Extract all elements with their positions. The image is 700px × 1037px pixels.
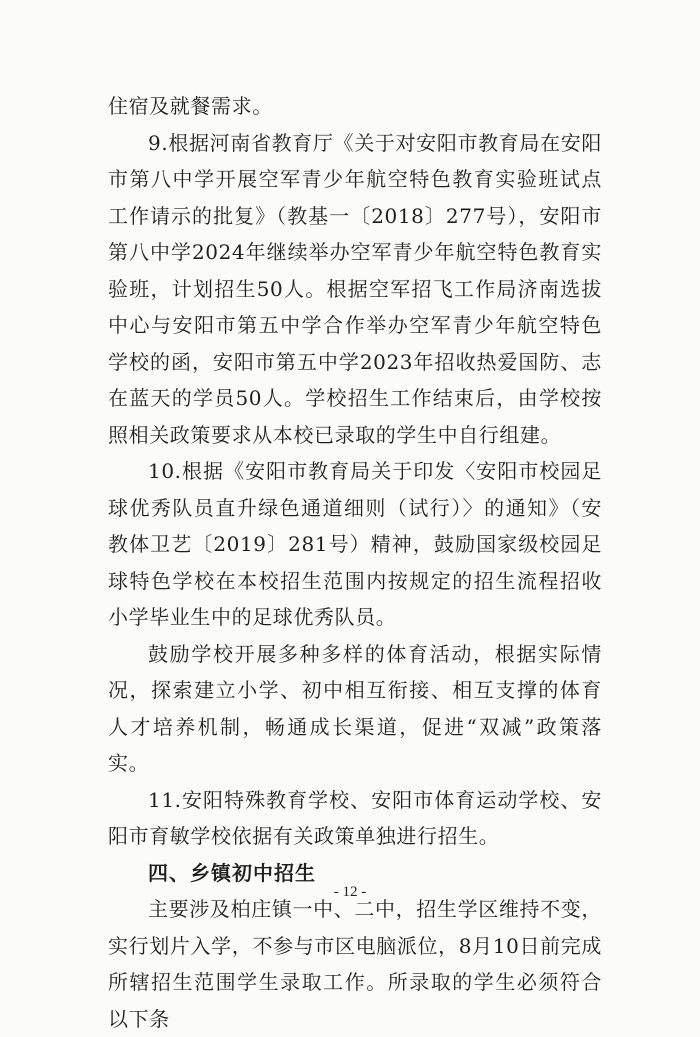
page-number: - 12 - <box>333 884 367 900</box>
paragraph-sports-encouragement: 鼓励学校开展多种多样的体育活动，根据实际情况，探索建立小学、初中相互衔接、相互支撑的体育人才培养机制，畅通成长渠道，促进“双减”政策落实。 <box>108 641 602 775</box>
paragraph-continuation: 住宿及就餐需求。 <box>108 94 273 118</box>
paragraph-item-9: 9.根据河南省教育厅《关于对安阳市教育局在安阳市第八中学开展空军青少年航空特色教育实验班试点工作请示的批复》（教基一〔2018〕277号），安阳市第八中学2024年继续举办空军青少年航空特色教育实验班，计划招生50人。根据空军招飞工作局济南选拔中心与安阳市第五中学合作举办空军青少年航空特色学校的函，安阳市第五中学2023年招收热爱国防、志在蓝天的学员50人。学校招生工作结束后，由学校按照相关政策要求从本校已录取的学生中自行组建。 <box>108 130 602 447</box>
paragraph-township-admission: 主要涉及柏庄镇一中、二中，招生学区维持不变，实行划片入学，不参与市区电脑派位，8月10日前完成所辖招生范围学生录取工作。所录取的学生必须符合以下条 <box>108 897 602 1031</box>
section-heading: 四、乡镇初中招生 <box>148 860 316 885</box>
paragraph-item-10: 10.根据《安阳市教育局关于印发〈安阳市校园足球优秀队员直升绿色通道细则（试行）〉的通知》（安教体卫艺〔2019〕281号）精神，鼓励国家级校园足球特色学校在本校招生范围内按规定的招生流程招收小学毕业生中的足球优秀队员。 <box>108 459 602 629</box>
paragraph-item-11: 11.安阳特殊教育学校、安阳市体育运动学校、安阳市育敏学校依据有关政策单独进行招生。 <box>108 787 602 848</box>
